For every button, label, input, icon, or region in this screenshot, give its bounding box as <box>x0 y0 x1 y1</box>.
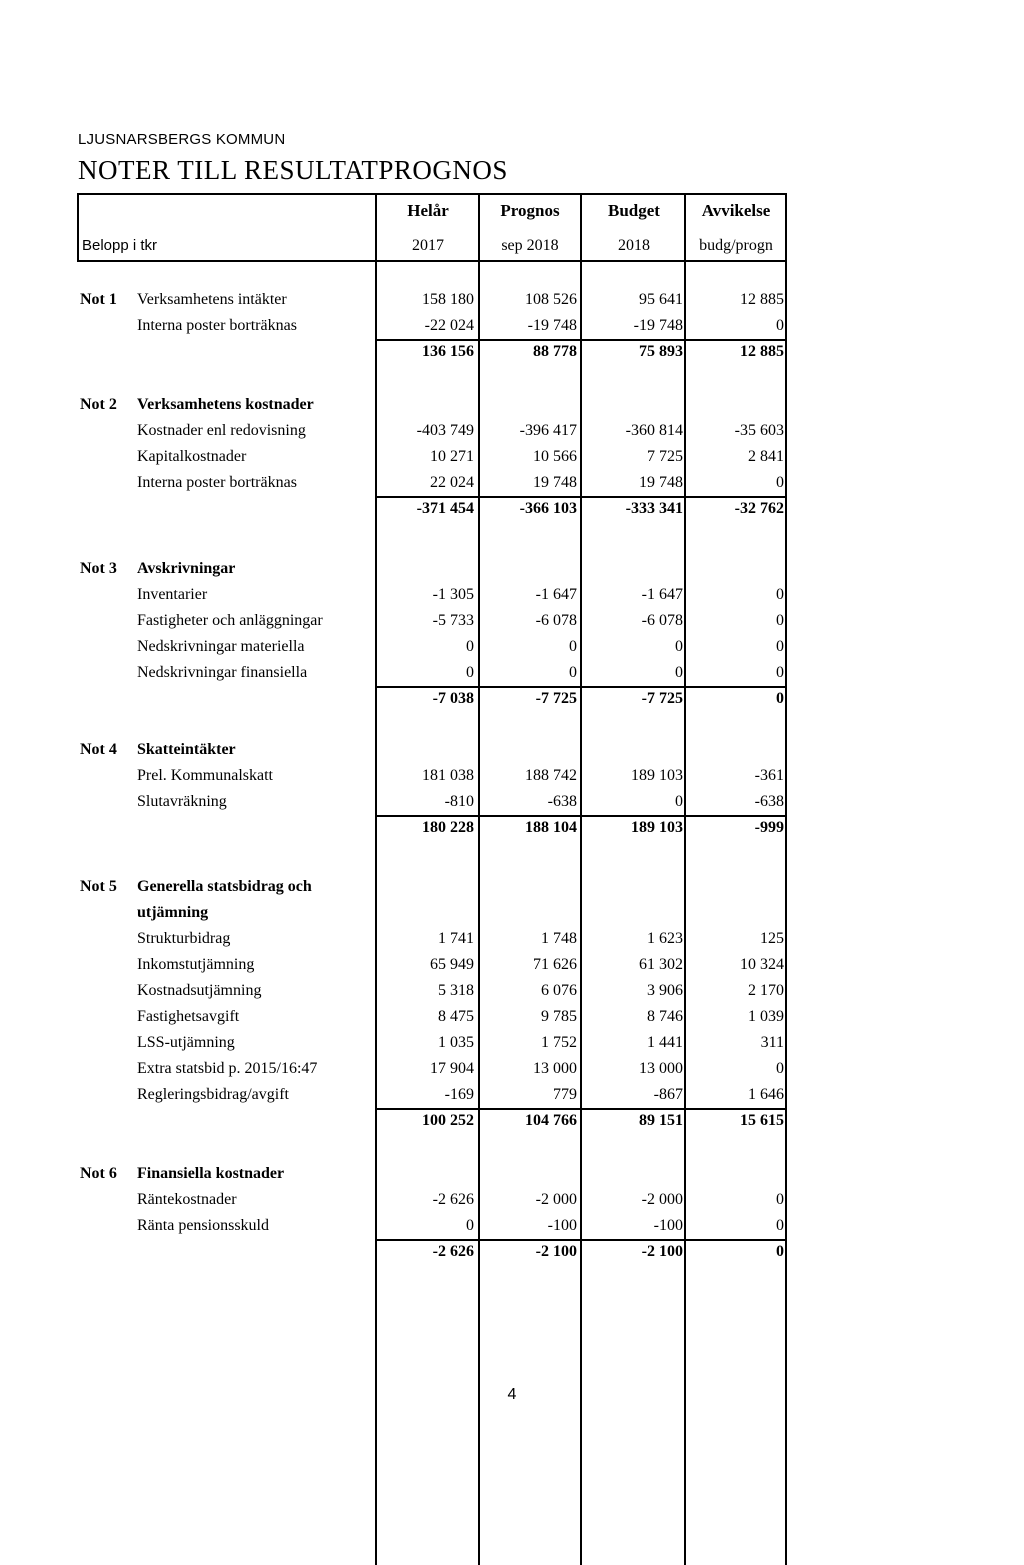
value-cell: 1 441 <box>647 1034 683 1051</box>
value-cell: 0 <box>776 586 784 603</box>
value-cell: 1 741 <box>438 930 474 947</box>
row-label: Interna poster borträknas <box>137 474 297 491</box>
value-cell: 181 038 <box>422 767 474 784</box>
row-label: Nedskrivningar materiella <box>137 638 305 655</box>
note-heading: Avskrivningar <box>137 560 236 577</box>
value-cell: -169 <box>444 1086 474 1103</box>
value-cell: -2 100 <box>535 1243 577 1260</box>
value-cell: 0 <box>776 474 784 491</box>
value-cell: 17 904 <box>430 1060 474 1077</box>
value-cell: 10 271 <box>430 448 474 465</box>
note-heading-row <box>0 876 1024 902</box>
value-cell: 100 252 <box>422 1112 474 1129</box>
row-label: Inventarier <box>137 586 208 603</box>
value-cell: 0 <box>776 1191 784 1208</box>
value-cell: 19 748 <box>639 474 683 491</box>
value-cell: 0 <box>776 1243 784 1260</box>
value-cell: -5 733 <box>432 612 474 629</box>
row-label: Fastighetsavgift <box>137 1008 240 1025</box>
total-rule <box>375 496 786 498</box>
value-cell: -638 <box>547 793 577 810</box>
value-cell: 95 641 <box>639 291 683 308</box>
header-sub-prognos: sep 2018 <box>501 237 559 254</box>
table-row <box>0 636 1024 662</box>
total-rule <box>375 686 786 688</box>
note-heading: Verksamhetens kostnader <box>137 396 314 413</box>
table-row <box>0 765 1024 791</box>
value-cell: -100 <box>653 1217 683 1234</box>
note-heading: Skatteintäkter <box>137 741 236 758</box>
note-heading-row <box>0 394 1024 420</box>
value-cell: 10 324 <box>740 956 784 973</box>
value-cell: 189 103 <box>631 819 683 836</box>
value-cell: 1 748 <box>541 930 577 947</box>
value-cell: -2 626 <box>432 1243 474 1260</box>
note-heading: utjämning <box>137 904 209 921</box>
value-cell: 136 156 <box>422 343 474 360</box>
value-cell: 3 906 <box>647 982 683 999</box>
note-total-row <box>0 1110 1024 1136</box>
header-col-budget: Budget <box>608 201 660 220</box>
value-cell: 1 646 <box>748 1086 784 1103</box>
value-cell: 0 <box>776 612 784 629</box>
value-cell: 2 841 <box>748 448 784 465</box>
value-cell: 0 <box>776 317 784 334</box>
value-cell: -366 103 <box>519 500 577 517</box>
value-cell: -32 762 <box>734 500 784 517</box>
value-cell: 75 893 <box>639 343 683 360</box>
value-cell: 188 742 <box>525 767 577 784</box>
row-label: Inkomstutjämning <box>137 956 255 973</box>
value-cell: 0 <box>776 1060 784 1077</box>
value-cell: 180 228 <box>422 819 474 836</box>
header-sub-avvikelse: budg/progn <box>699 237 773 254</box>
row-label: Extra statsbid p. 2015/16:47 <box>137 1060 318 1077</box>
row-label: Kostnader enl redovisning <box>137 422 306 439</box>
value-cell: 0 <box>776 664 784 681</box>
header-box-top <box>77 193 785 195</box>
value-cell: -360 814 <box>625 422 683 439</box>
row-label: Strukturbidrag <box>137 930 231 947</box>
value-cell: -638 <box>754 793 784 810</box>
row-label: Fastigheter och anläggningar <box>137 612 323 629</box>
table-row <box>0 1058 1024 1084</box>
page-title: NOTER TILL RESULTATPROGNOS <box>78 155 508 185</box>
note-heading-row <box>0 902 1024 928</box>
value-cell: 15 615 <box>740 1112 784 1129</box>
value-cell: -2 100 <box>641 1243 683 1260</box>
value-cell: 10 566 <box>533 448 577 465</box>
header-col-avvikelse: Avvikelse <box>701 201 771 220</box>
header-col-prognos: Prognos <box>500 201 560 220</box>
table-row <box>0 1032 1024 1058</box>
table-row <box>0 420 1024 446</box>
note-number: Not 6 <box>80 1165 117 1182</box>
value-cell: 125 <box>760 930 784 947</box>
row-label: Slutavräkning <box>137 793 227 810</box>
value-cell: -6 078 <box>535 612 577 629</box>
value-cell: -403 749 <box>416 422 474 439</box>
value-cell: -2 000 <box>641 1191 683 1208</box>
header-sub-helar: 2017 <box>412 237 444 254</box>
value-cell: 0 <box>466 638 474 655</box>
value-cell: 0 <box>466 1217 474 1234</box>
value-cell: -333 341 <box>625 500 683 517</box>
value-cell: 188 104 <box>525 819 577 836</box>
row-label: Prel. Kommunalskatt <box>137 767 273 784</box>
value-cell: 189 103 <box>631 767 683 784</box>
row-label: Interna poster borträknas <box>137 317 297 334</box>
note-number: Not 5 <box>80 878 117 895</box>
note-total-row <box>0 817 1024 843</box>
value-cell: 89 151 <box>639 1112 683 1129</box>
row-label: Räntekostnader <box>137 1191 237 1208</box>
note-total-row <box>0 498 1024 524</box>
value-cell: 9 785 <box>541 1008 577 1025</box>
value-cell: 104 766 <box>525 1112 577 1129</box>
value-cell: -361 <box>754 767 784 784</box>
value-cell: -371 454 <box>416 500 474 517</box>
row-label: Kapitalkostnader <box>137 448 247 465</box>
note-heading-row <box>0 558 1024 584</box>
table-row <box>0 584 1024 610</box>
table-row <box>0 1084 1024 1110</box>
total-rule <box>375 1239 786 1241</box>
value-cell: 12 885 <box>740 343 784 360</box>
value-cell: 0 <box>569 664 577 681</box>
value-cell: 6 076 <box>541 982 577 999</box>
table-row <box>0 315 1024 341</box>
value-cell: 0 <box>675 638 683 655</box>
note-total-row <box>0 1241 1024 1267</box>
total-rule <box>375 339 786 341</box>
row-label: LSS-utjämning <box>137 1034 235 1051</box>
value-cell: 1 035 <box>438 1034 474 1051</box>
value-cell: -1 647 <box>535 586 577 603</box>
value-cell: -2 000 <box>535 1191 577 1208</box>
value-cell: 0 <box>776 690 784 707</box>
total-rule <box>375 815 786 817</box>
note-total-row <box>0 341 1024 367</box>
value-cell: 0 <box>776 638 784 655</box>
table-row <box>0 980 1024 1006</box>
row-label: Ränta pensionsskuld <box>137 1217 269 1234</box>
value-cell: -35 603 <box>734 422 784 439</box>
table-row <box>0 928 1024 954</box>
value-cell: -999 <box>754 819 784 836</box>
value-cell: 88 778 <box>533 343 577 360</box>
row-label: Verksamhetens intäkter <box>137 291 287 308</box>
value-cell: 65 949 <box>430 956 474 973</box>
table-row <box>0 662 1024 688</box>
note-number: Not 1 <box>80 291 117 308</box>
value-cell: -19 748 <box>633 317 683 334</box>
row-label: Regleringsbidrag/avgift <box>137 1086 289 1103</box>
value-cell: -19 748 <box>527 317 577 334</box>
value-cell: 311 <box>760 1034 784 1051</box>
value-cell: 8 746 <box>647 1008 683 1025</box>
note-heading-row <box>0 1163 1024 1189</box>
value-cell: -7 038 <box>432 690 474 707</box>
value-cell: 1 752 <box>541 1034 577 1051</box>
table-row <box>0 1215 1024 1241</box>
total-rule <box>375 1108 786 1110</box>
belopp-label: Belopp i tkr <box>82 237 158 254</box>
table-row <box>0 472 1024 498</box>
value-cell: 71 626 <box>533 956 577 973</box>
value-cell: 13 000 <box>639 1060 683 1077</box>
table-row <box>0 1006 1024 1032</box>
value-cell: -396 417 <box>519 422 577 439</box>
row-label: Kostnadsutjämning <box>137 982 262 999</box>
value-cell: 7 725 <box>647 448 683 465</box>
value-cell: 158 180 <box>422 291 474 308</box>
org-name: LJUSNARSBERGS KOMMUN <box>78 131 286 148</box>
value-cell: -1 305 <box>432 586 474 603</box>
note-number: Not 3 <box>80 560 117 577</box>
table-row <box>0 1189 1024 1215</box>
value-cell: -810 <box>444 793 474 810</box>
value-cell: 0 <box>675 664 683 681</box>
header-box-bottom <box>77 260 785 262</box>
header-sub-budget: 2018 <box>618 237 650 254</box>
note-total-row <box>0 688 1024 714</box>
table-row <box>0 791 1024 817</box>
value-cell: -867 <box>653 1086 683 1103</box>
note-number: Not 2 <box>80 396 117 413</box>
value-cell: -2 626 <box>432 1191 474 1208</box>
value-cell: 1 623 <box>647 930 683 947</box>
value-cell: 12 885 <box>740 291 784 308</box>
value-cell: -100 <box>547 1217 577 1234</box>
value-cell: 0 <box>466 664 474 681</box>
row-label: Nedskrivningar finansiella <box>137 664 308 681</box>
table-row <box>0 289 1024 315</box>
header-box-left <box>77 193 79 261</box>
value-cell: -22 024 <box>424 317 474 334</box>
value-cell: -6 078 <box>641 612 683 629</box>
value-cell: 0 <box>675 793 683 810</box>
value-cell: 19 748 <box>533 474 577 491</box>
value-cell: -7 725 <box>535 690 577 707</box>
table-row <box>0 610 1024 636</box>
value-cell: 1 039 <box>748 1008 784 1025</box>
value-cell: 779 <box>553 1086 577 1103</box>
note-heading-row <box>0 739 1024 765</box>
value-cell: 5 318 <box>438 982 474 999</box>
header-col-helar: Helår <box>407 201 449 220</box>
value-cell: 2 170 <box>748 982 784 999</box>
value-cell: 0 <box>776 1217 784 1234</box>
table-row <box>0 954 1024 980</box>
value-cell: 22 024 <box>430 474 474 491</box>
value-cell: 13 000 <box>533 1060 577 1077</box>
note-heading: Generella statsbidrag och <box>137 878 312 895</box>
value-cell: -7 725 <box>641 690 683 707</box>
value-cell: 0 <box>569 638 577 655</box>
value-cell: 8 475 <box>438 1008 474 1025</box>
value-cell: 61 302 <box>639 956 683 973</box>
page-number: 4 <box>507 1386 517 1403</box>
note-heading: Finansiella kostnader <box>137 1165 285 1182</box>
note-number: Not 4 <box>80 741 117 758</box>
value-cell: 108 526 <box>525 291 577 308</box>
table-row <box>0 446 1024 472</box>
value-cell: -1 647 <box>641 586 683 603</box>
